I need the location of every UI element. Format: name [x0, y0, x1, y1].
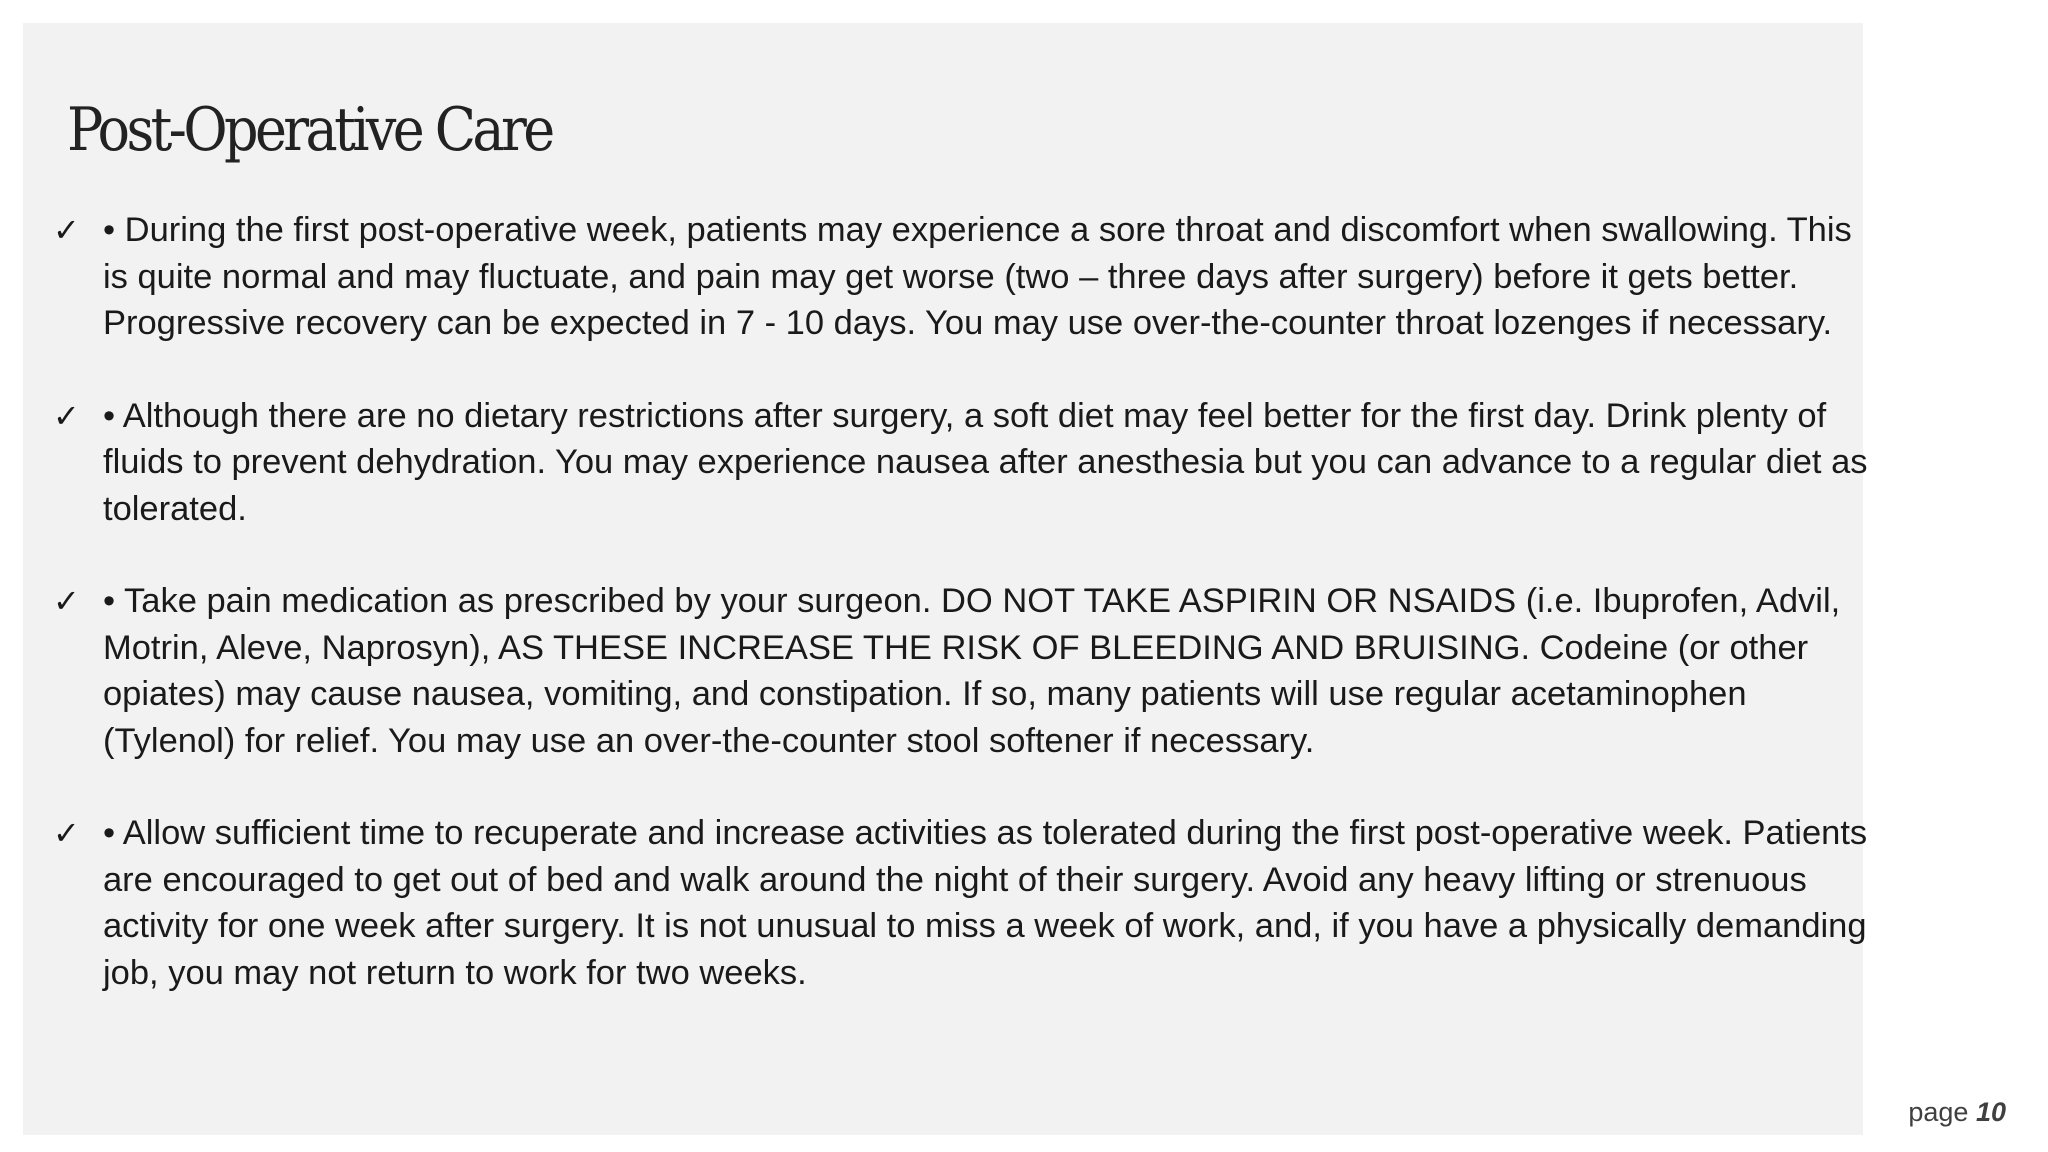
bullet-text: • During the first post-operative week, patients may experience a sore throat and discomfort when swallowing. This is quite normal and may fluctuate, and pain may get worse (two – three days after surgery) before it gets better. Progressive recovery can be expected in 7 - 10 days. You may use over-the-counter throat lozenges if necessary. [103, 211, 1852, 342]
bullet-text: • Allow sufficient time to recuperate and increase activities as tolerated during the first post-operative week. Patients are encouraged to get out of bed and walk around the night of their surgery. Avoid any heavy lifting or strenuous activity for one week after surgery. It is not unusual to miss a week of work, and, if you have a physically demanding job, you may not return to work for two weeks. [103, 814, 1868, 992]
bullet-text: • Take pain medication as prescribed by your surgeon. DO NOT TAKE ASPIRIN OR NSAIDS (i.e. Ibuprofen, Advil, Motrin, Aleve, Naprosyn), AS THESE INCREASE THE RISK OF BLEEDING AND BRUISING. Codeine (or other opiates) may cause nausea, vomiting, and constipation. If so, many patients will use regular acetaminophen (Tylenol) for relief. You may use an over-the-counter stool softener if necessary. [103, 582, 1841, 760]
checkmark-icon: ✓ [53, 582, 80, 620]
content-panel [23, 23, 1868, 1135]
bullet-item [53, 207, 1873, 347]
page-number [1908, 1097, 2006, 1128]
checkmark-icon: ✓ [53, 211, 80, 249]
bullet-item [53, 810, 1873, 996]
checkmark-icon: ✓ [53, 814, 80, 852]
bullet-item [53, 578, 1873, 764]
bullet-text: • Although there are no dietary restrictions after surgery, a soft diet may feel better for the first day. Drink plenty of fluids to prevent dehydration. You may experience nausea after anesthesia but you can advance to a regular diet as tolerated. [103, 396, 1868, 528]
bullet-list [53, 207, 1873, 1042]
page-number-value: 10 [1975, 1097, 2006, 1127]
slide-title: Post-Operative Care [67, 95, 552, 165]
page-label: page [1908, 1097, 1969, 1127]
checkmark-icon: ✓ [53, 396, 80, 435]
bullet-item [53, 393, 1873, 533]
